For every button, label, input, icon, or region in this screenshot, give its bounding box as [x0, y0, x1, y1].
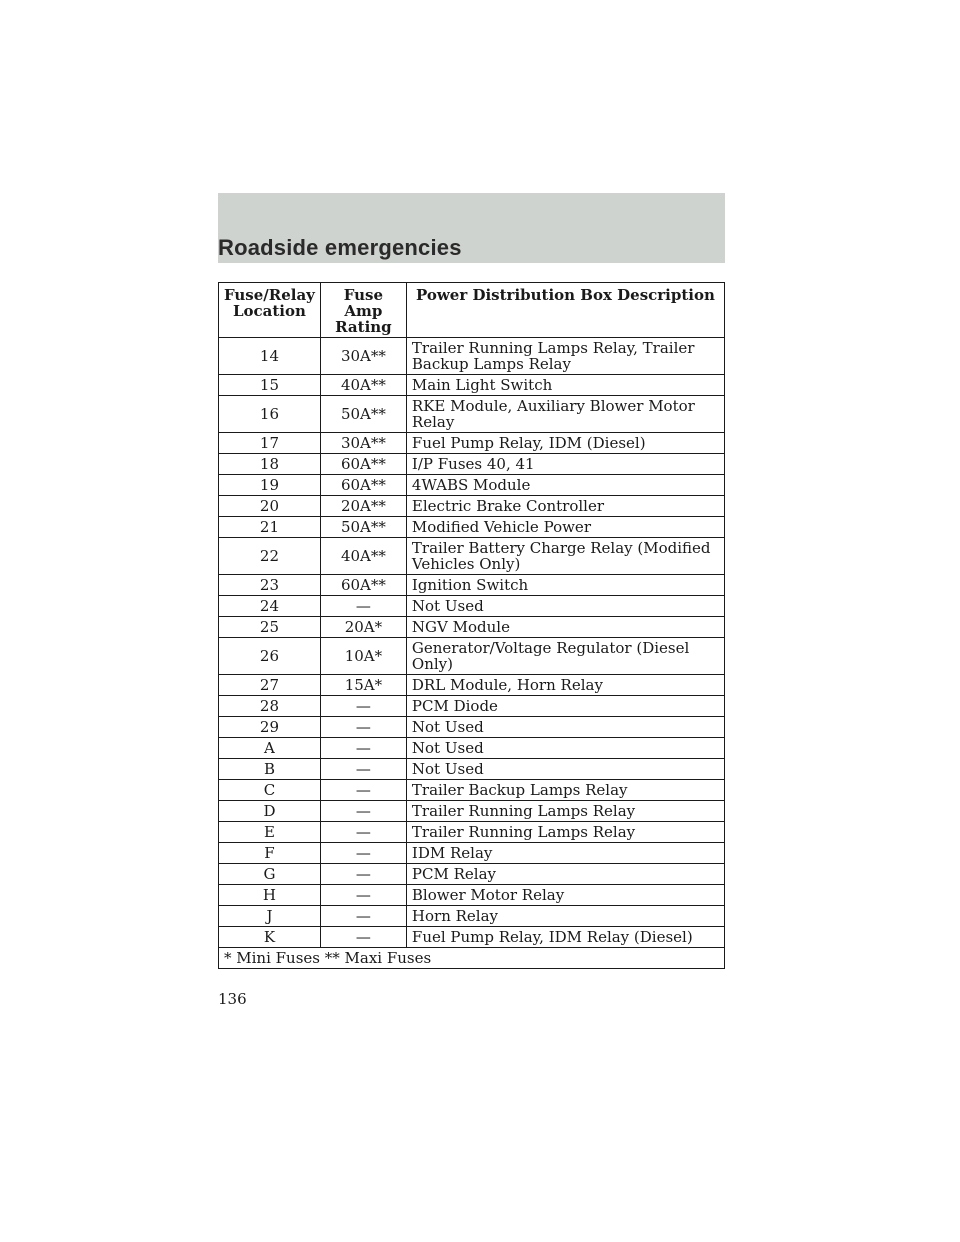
- fuse-description-cell: Trailer Running Lamps Relay, Trailer Backup Lamps Relay: [406, 338, 724, 375]
- fuse-description-cell: Not Used: [406, 759, 724, 780]
- table-row: [219, 496, 725, 517]
- fuse-location-cell: 23: [219, 575, 321, 596]
- fuse-description-cell: 4WABS Module: [406, 475, 724, 496]
- fuse-description-cell: Ignition Switch: [406, 575, 724, 596]
- fuse-rating-cell: 30A**: [320, 338, 406, 375]
- fuse-description-cell: IDM Relay: [406, 843, 724, 864]
- table-row: [219, 780, 725, 801]
- fuse-location-cell: J: [219, 906, 321, 927]
- fuse-rating-cell: —: [320, 864, 406, 885]
- fuse-table: [218, 282, 725, 969]
- fuse-description-cell: Modified Vehicle Power: [406, 517, 724, 538]
- fuse-description-cell: Generator/Voltage Regulator (Diesel Only): [406, 638, 724, 675]
- table-row: [219, 927, 725, 948]
- fuse-rating-cell: 60A**: [320, 575, 406, 596]
- column-header-description: Power Distribution Box Description: [406, 283, 724, 338]
- fuse-rating-cell: —: [320, 927, 406, 948]
- table-header-row: [219, 283, 725, 338]
- table-row: [219, 696, 725, 717]
- table-row: [219, 864, 725, 885]
- fuse-location-cell: 14: [219, 338, 321, 375]
- table-row: [219, 801, 725, 822]
- fuse-rating-cell: 50A**: [320, 517, 406, 538]
- fuse-rating-cell: —: [320, 696, 406, 717]
- fuse-rating-cell: 10A*: [320, 638, 406, 675]
- fuse-location-cell: 29: [219, 717, 321, 738]
- fuse-rating-cell: 20A*: [320, 617, 406, 638]
- fuse-location-cell: 20: [219, 496, 321, 517]
- table-row: [219, 338, 725, 375]
- fuse-description-cell: Not Used: [406, 596, 724, 617]
- section-title: Roadside emergencies: [218, 235, 462, 260]
- fuse-location-cell: 15: [219, 375, 321, 396]
- fuse-rating-cell: 30A**: [320, 433, 406, 454]
- fuse-location-cell: 26: [219, 638, 321, 675]
- fuse-location-cell: G: [219, 864, 321, 885]
- table-row: [219, 396, 725, 433]
- table-row: [219, 675, 725, 696]
- fuse-description-cell: Main Light Switch: [406, 375, 724, 396]
- fuse-rating-cell: 50A**: [320, 396, 406, 433]
- fuse-rating-cell: —: [320, 596, 406, 617]
- fuse-description-cell: RKE Module, Auxiliary Blower Motor Relay: [406, 396, 724, 433]
- table-row: [219, 638, 725, 675]
- fuse-rating-cell: —: [320, 717, 406, 738]
- fuse-description-cell: I/P Fuses 40, 41: [406, 454, 724, 475]
- fuse-rating-cell: 60A**: [320, 475, 406, 496]
- fuse-location-cell: 17: [219, 433, 321, 454]
- fuse-rating-cell: —: [320, 822, 406, 843]
- fuse-location-cell: 19: [219, 475, 321, 496]
- table-row: [219, 759, 725, 780]
- fuse-description-cell: Fuel Pump Relay, IDM Relay (Diesel): [406, 927, 724, 948]
- fuse-location-cell: 24: [219, 596, 321, 617]
- fuse-rating-cell: 60A**: [320, 454, 406, 475]
- fuse-location-cell: 28: [219, 696, 321, 717]
- table-row: [219, 375, 725, 396]
- fuse-location-cell: B: [219, 759, 321, 780]
- fuse-description-cell: Not Used: [406, 717, 724, 738]
- fuse-description-cell: Not Used: [406, 738, 724, 759]
- table-row: [219, 517, 725, 538]
- fuse-rating-cell: —: [320, 780, 406, 801]
- table-row: [219, 433, 725, 454]
- table-row: [219, 843, 725, 864]
- fuse-location-cell: H: [219, 885, 321, 906]
- table-row: [219, 596, 725, 617]
- table-row: [219, 454, 725, 475]
- fuse-description-cell: NGV Module: [406, 617, 724, 638]
- fuse-rating-cell: —: [320, 906, 406, 927]
- fuse-description-cell: Fuel Pump Relay, IDM (Diesel): [406, 433, 724, 454]
- fuse-description-cell: Horn Relay: [406, 906, 724, 927]
- table-body: [219, 338, 725, 948]
- table-row: [219, 617, 725, 638]
- fuse-rating-cell: —: [320, 843, 406, 864]
- table-row: [219, 822, 725, 843]
- table-row: [219, 575, 725, 596]
- fuse-description-cell: PCM Relay: [406, 864, 724, 885]
- fuse-location-cell: E: [219, 822, 321, 843]
- fuse-location-cell: A: [219, 738, 321, 759]
- table-row: [219, 738, 725, 759]
- fuse-description-cell: Trailer Battery Charge Relay (Modified Vehicles Only): [406, 538, 724, 575]
- fuse-location-cell: K: [219, 927, 321, 948]
- fuse-description-cell: Electric Brake Controller: [406, 496, 724, 517]
- table-row: [219, 906, 725, 927]
- fuse-location-cell: 22: [219, 538, 321, 575]
- fuse-location-cell: C: [219, 780, 321, 801]
- fuse-description-cell: Blower Motor Relay: [406, 885, 724, 906]
- page-number: 136: [218, 990, 247, 1008]
- fuse-rating-cell: —: [320, 801, 406, 822]
- fuse-location-cell: 16: [219, 396, 321, 433]
- fuse-location-cell: F: [219, 843, 321, 864]
- fuse-rating-cell: 40A**: [320, 538, 406, 575]
- table-footnote: * Mini Fuses ** Maxi Fuses: [219, 948, 725, 969]
- fuse-location-cell: 27: [219, 675, 321, 696]
- table-row: [219, 885, 725, 906]
- fuse-rating-cell: 40A**: [320, 375, 406, 396]
- fuse-rating-cell: —: [320, 759, 406, 780]
- table-row: [219, 538, 725, 575]
- fuse-description-cell: Trailer Running Lamps Relay: [406, 801, 724, 822]
- fuse-rating-cell: 20A**: [320, 496, 406, 517]
- table-row: [219, 475, 725, 496]
- fuse-rating-cell: —: [320, 885, 406, 906]
- fuse-description-cell: Trailer Running Lamps Relay: [406, 822, 724, 843]
- fuse-location-cell: 25: [219, 617, 321, 638]
- fuse-description-cell: DRL Module, Horn Relay: [406, 675, 724, 696]
- table-footnote-row: [219, 948, 725, 969]
- fuse-description-cell: Trailer Backup Lamps Relay: [406, 780, 724, 801]
- fuse-rating-cell: —: [320, 738, 406, 759]
- column-header-location: Fuse/Relay Location: [219, 283, 321, 338]
- fuse-location-cell: 18: [219, 454, 321, 475]
- column-header-rating: Fuse Amp Rating: [320, 283, 406, 338]
- fuse-rating-cell: 15A*: [320, 675, 406, 696]
- fuse-location-cell: D: [219, 801, 321, 822]
- fuse-location-cell: 21: [219, 517, 321, 538]
- table-row: [219, 717, 725, 738]
- fuse-description-cell: PCM Diode: [406, 696, 724, 717]
